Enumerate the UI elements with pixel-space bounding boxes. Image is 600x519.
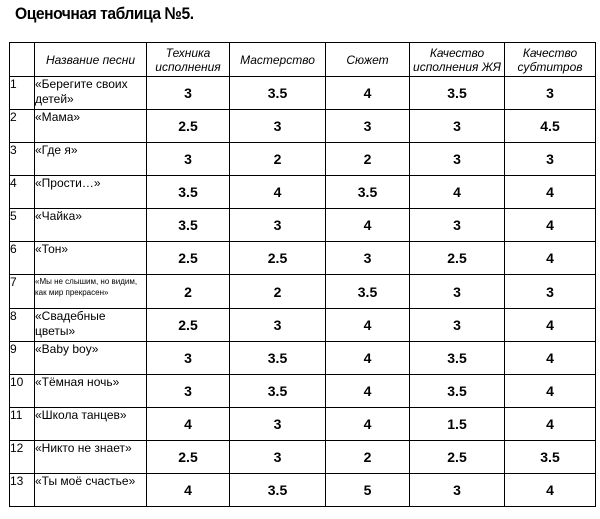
score-cell: 3 [326,242,410,275]
score-cell: 4 [410,176,505,209]
score-cell: 4 [230,176,326,209]
row-number: 8 [10,309,35,342]
song-title: «Школа танцев» [35,408,147,441]
score-cell: 3 [505,143,596,176]
score-cell: 4 [505,408,596,441]
score-cell: 3 [326,110,410,143]
score-cell: 3.5 [147,209,230,242]
score-cell: 4 [147,408,230,441]
table-row [10,209,596,242]
score-cell: 4 [326,209,410,242]
row-number: 6 [10,242,35,275]
score-cell: 3.5 [410,77,505,110]
row-number: 7 [10,275,35,309]
song-title: «Никто не знает» [35,441,147,474]
score-cell: 4 [147,474,230,507]
score-cell: 4 [505,209,596,242]
score-cell: 2.5 [410,441,505,474]
score-cell: 4 [326,375,410,408]
score-cell: 3 [147,342,230,375]
score-cell: 3 [410,474,505,507]
score-cell: 4 [326,408,410,441]
score-cell: 4 [326,77,410,110]
header-cell-number [10,43,35,77]
table-body [10,77,596,507]
row-number: 12 [10,441,35,474]
score-cell: 3 [230,209,326,242]
score-cell: 2.5 [147,309,230,342]
row-number: 9 [10,342,35,375]
score-cell: 3.5 [505,441,596,474]
score-cell: 2 [147,275,230,309]
header-cell-song: Название песни [35,43,147,77]
score-cell: 4 [505,375,596,408]
score-cell: 4 [505,342,596,375]
score-cell: 2.5 [410,242,505,275]
table-row [10,143,596,176]
song-title: «Тон» [35,242,147,275]
header-cell-sign-quality: Качество исполнения ЖЯ [410,43,505,77]
song-title: «Свадебные цветы» [35,309,147,342]
score-cell: 3.5 [410,342,505,375]
score-cell: 3 [410,143,505,176]
score-cell: 3.5 [230,77,326,110]
song-title: «Baby boy» [35,342,147,375]
score-cell: 3 [410,309,505,342]
row-number: 4 [10,176,35,209]
score-cell: 5 [326,474,410,507]
score-cell: 3.5 [147,176,230,209]
score-cell: 3.5 [230,375,326,408]
score-cell: 3 [505,275,596,309]
song-title: «Ты моё счастье» [35,474,147,507]
song-title: «Берегите своих детей» [35,77,147,110]
score-cell: 4 [326,309,410,342]
score-cell: 4 [326,342,410,375]
score-cell: 4 [505,242,596,275]
score-cell: 3 [230,408,326,441]
table-row [10,275,596,309]
header-cell-technique: Техника исполнения [147,43,230,77]
row-number: 3 [10,143,35,176]
score-cell: 3 [147,77,230,110]
score-cell: 4 [505,309,596,342]
score-cell: 4.5 [505,110,596,143]
table-row [10,309,596,342]
table-row [10,375,596,408]
score-cell: 3.5 [326,176,410,209]
table-row [10,176,596,209]
header-cell-plot: Сюжет [326,43,410,77]
row-number: 5 [10,209,35,242]
score-cell: 3 [410,275,505,309]
page-title: Оценочная таблица №5. [15,4,194,23]
song-title: «Где я» [35,143,147,176]
header-cell-mastery: Мастерство [230,43,326,77]
table-row [10,474,596,507]
score-cell: 3 [230,309,326,342]
song-title: «Прости…» [35,176,147,209]
score-cell: 3 [505,77,596,110]
table-row [10,242,596,275]
row-number: 1 [10,77,35,110]
song-title: «Тёмная ночь» [35,375,147,408]
row-number: 13 [10,474,35,507]
score-cell: 3.5 [326,275,410,309]
score-cell: 2.5 [230,242,326,275]
score-cell: 2.5 [147,441,230,474]
table-row [10,110,596,143]
score-cell: 4 [505,176,596,209]
score-cell: 3 [230,110,326,143]
song-title: «Чайка» [35,209,147,242]
score-cell: 3 [410,209,505,242]
score-cell: 3 [147,375,230,408]
score-cell: 3.5 [410,375,505,408]
header-cell-subtitle-quality: Качество субтитров [505,43,596,77]
score-cell: 2 [326,441,410,474]
score-cell: 4 [505,474,596,507]
score-cell: 2.5 [147,242,230,275]
header-row [10,43,596,77]
score-cell: 3 [147,143,230,176]
score-cell: 2.5 [147,110,230,143]
score-cell: 2 [230,143,326,176]
song-title: «Мы не слышим, но видим, как мир прекрасен» [35,275,147,309]
score-cell: 2 [326,143,410,176]
table-row [10,342,596,375]
score-cell: 3 [410,110,505,143]
score-cell: 3.5 [230,474,326,507]
table-row [10,441,596,474]
table-row [10,77,596,110]
song-title: «Мама» [35,110,147,143]
row-number: 10 [10,375,35,408]
score-cell: 1.5 [410,408,505,441]
score-cell: 3.5 [230,342,326,375]
score-cell: 2 [230,275,326,309]
table-row [10,408,596,441]
score-cell: 3 [230,441,326,474]
score-table [9,42,596,507]
row-number: 11 [10,408,35,441]
row-number: 2 [10,110,35,143]
